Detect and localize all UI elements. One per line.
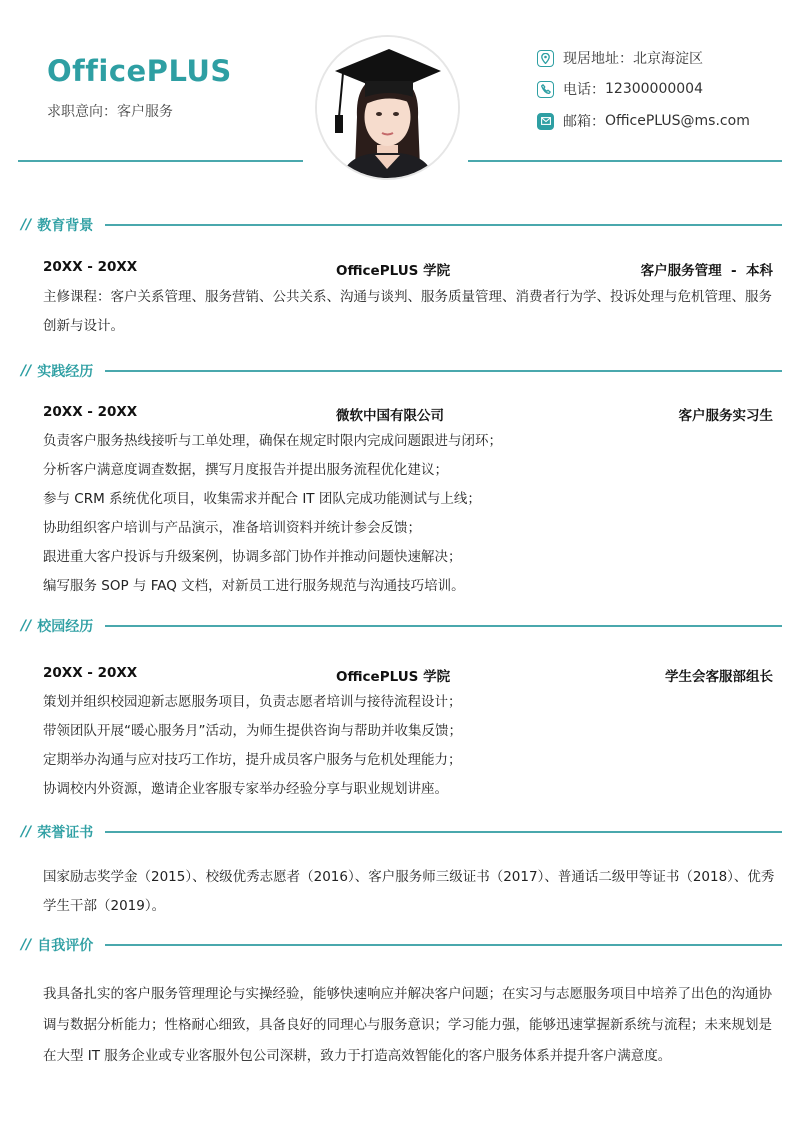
contact-email — [537, 111, 750, 131]
graduate-portrait-icon — [317, 37, 458, 178]
section-header-honors — [21, 822, 782, 842]
email-label: 邮箱： — [563, 114, 605, 130]
section-title: 自我评价 — [37, 938, 94, 954]
section-title: 实践经历 — [37, 364, 94, 380]
entry-org: OfficePLUS 学院 — [336, 263, 451, 279]
job-intent: 求职意向：客户服务 — [47, 104, 173, 120]
practice-duties — [43, 427, 778, 601]
section-header-self — [21, 935, 782, 955]
list-item: 定期举办沟通与应对技巧工作坊，提升成员客户服务与危机处理能力； — [43, 752, 462, 768]
entry-period: 20XX - 20XX — [43, 404, 138, 420]
section-title: 教育背景 — [37, 218, 94, 234]
list-item: 带领团队开展“暖心服务月”活动，为师生提供咨询与帮助并收集反馈； — [43, 723, 462, 739]
section-slash: // — [21, 824, 32, 840]
header-right-rule — [468, 160, 782, 162]
list-item: 协助组织客户培训与产品演示，准备培训资料并统计参会反馈； — [43, 520, 421, 536]
location-icon — [537, 50, 554, 67]
list-item: 负责客户服务热线接听与工单处理，确保在规定时限内完成问题跟进与闭环； — [43, 433, 502, 449]
profile-photo — [315, 35, 460, 180]
entry-org: OfficePLUS 学院 — [336, 669, 451, 685]
contact-phone — [537, 79, 703, 99]
section-slash: // — [21, 217, 32, 233]
entry-role: 客户服务实习生 — [678, 408, 773, 424]
list-item: 协调校内外资源，邀请企业客服专家举办经验分享与职业规划讲座。 — [43, 781, 448, 797]
mail-icon — [537, 113, 554, 130]
section-rule — [105, 224, 782, 226]
section-slash: // — [21, 937, 32, 953]
address-label: 现居地址： — [563, 51, 633, 67]
entry-period: 20XX - 20XX — [43, 665, 138, 681]
address-value: 北京海淀区 — [633, 51, 703, 67]
section-header-practice — [21, 361, 782, 381]
entry-period: 20XX - 20XX — [43, 259, 138, 275]
section-rule — [105, 370, 782, 372]
entry-org: 微软中国有限公司 — [336, 408, 444, 424]
self-evaluation-text: 我具备扎实的客户服务管理理论与实操经验，能够快速响应并解决客户问题；在实习与志愿服务项目中培养了出色的沟通协调与数据分析能力；性格耐心细致，具备良好的同理心与服务意识；学习能力强，能够迅速掌握新系统与流程；未来规划是在大型 IT 服务企业或专业客服外包公司深耕，致力于打造高效智能化的客户服务体系并提升客户满意度。 — [43, 986, 772, 1064]
list-item: 跟进重大客户投诉与升级案例，协调多部门协作并推动问题快速解决； — [43, 549, 462, 565]
education-courses: 主修课程：客户关系管理、服务营销、公共关系、沟通与谈判、服务质量管理、消费者行为学、投诉处理与危机管理、服务创新与设计。 — [43, 289, 772, 334]
section-rule — [105, 944, 782, 946]
section-rule — [105, 831, 782, 833]
email-value: OfficePLUS@ms.com — [605, 113, 750, 129]
phone-value: 12300000004 — [605, 81, 703, 97]
entry-role: 学生会客服部组长 — [665, 669, 773, 685]
header-left-rule — [18, 160, 303, 162]
section-slash: // — [21, 363, 32, 379]
section-rule — [105, 625, 782, 627]
section-slash: // — [21, 618, 32, 634]
section-title: 校园经历 — [37, 619, 94, 635]
section-title: 荣誉证书 — [37, 825, 94, 841]
list-item: 参与 CRM 系统优化项目，收集需求并配合 IT 团队完成功能测试与上线； — [43, 491, 481, 507]
list-item: 编写服务 SOP 与 FAQ 文档，对新员工进行服务规范与沟通技巧培训。 — [43, 578, 465, 594]
list-item: 分析客户满意度调查数据，撰写月度报告并提出服务流程优化建议； — [43, 462, 448, 478]
section-header-education — [21, 215, 782, 235]
list-item: 策划并组织校园迎新志愿服务项目，负责志愿者培训与接待流程设计； — [43, 694, 462, 710]
candidate-name: OfficePLUS — [47, 54, 232, 88]
section-header-campus — [21, 616, 782, 636]
phone-label: 电话： — [563, 82, 605, 98]
campus-duties — [43, 688, 778, 804]
honors-text: 国家励志奖学金（2015）、校级优秀志愿者（2016）、客户服务师三级证书（2017）、普通话二级甲等证书（2018）、优秀学生干部（2019）。 — [43, 869, 775, 914]
entry-role: 客户服务管理 - 本科 — [640, 263, 773, 279]
contact-address — [537, 48, 703, 68]
phone-icon — [537, 81, 554, 98]
